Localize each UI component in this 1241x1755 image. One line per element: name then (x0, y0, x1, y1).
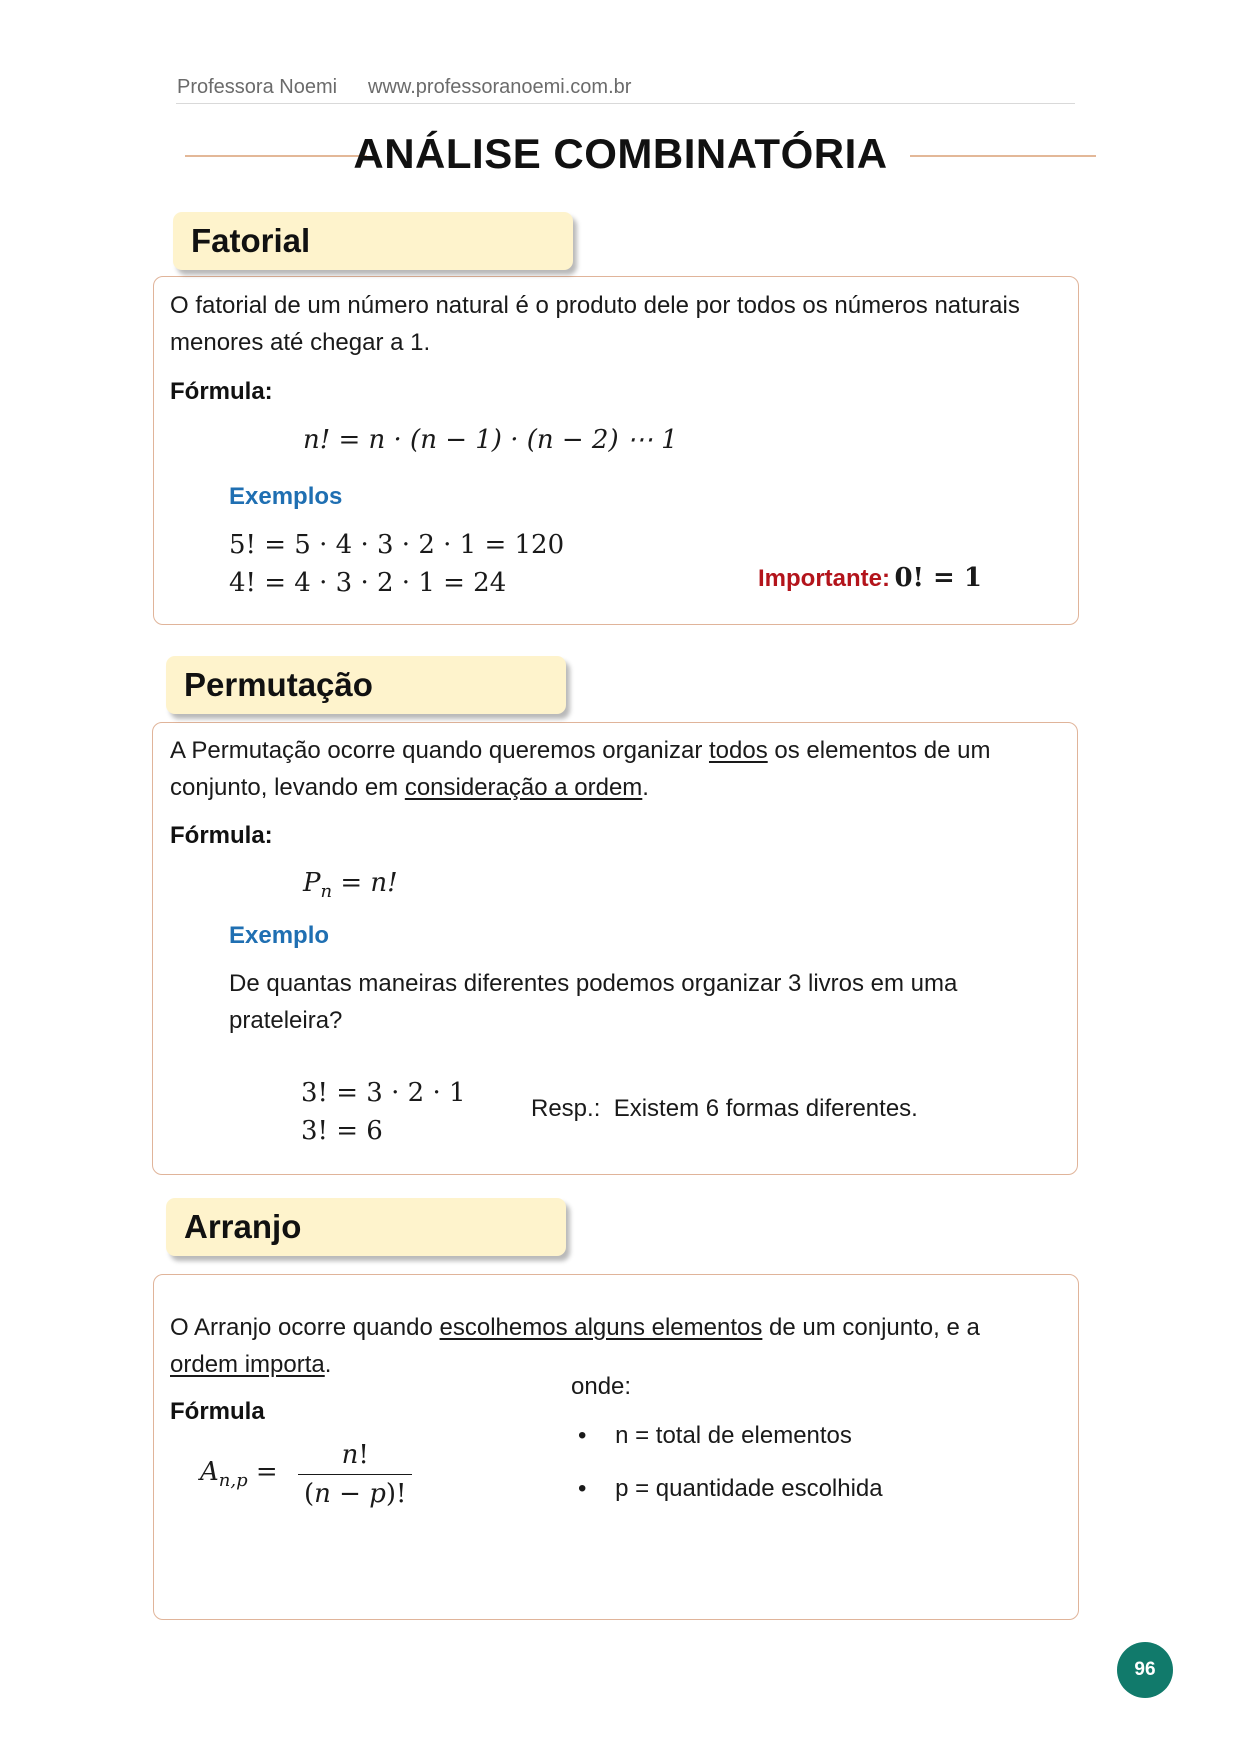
arranjo-text-1: O Arranjo ocorre quando (170, 1314, 440, 1341)
fatorial-example-1: 5! = 5 · 4 · 3 · 2 · 1 = 120 (229, 530, 565, 560)
fatorial-important (758, 563, 982, 593)
fatorial-definition: O fatorial de um número natural é o produto dele por todos os números naturais menores até chegar a 1. (170, 292, 1020, 356)
arranjo-formula-text (200, 1440, 201, 1441)
permutacao-question: De quantas maneiras diferentes podemos organizar 3 livros em uma prateleira? (229, 970, 958, 1034)
permutacao-text-3: . (642, 774, 649, 801)
bullet-dot-icon: • (578, 1475, 587, 1502)
permutacao-text-todos: todos (708, 737, 768, 764)
permutacao-text-2: os elementos de um conjunto, levando em (170, 737, 991, 801)
arranjo-formula: $A_{n,p}$ = $\frac{n!}{(n - p)!}$ (200, 1440, 412, 1509)
header-website[interactable]: www.professoranoemi.com.br (368, 76, 632, 98)
permutacao-example-label: Exemplo (229, 922, 330, 949)
page-title: ANÁLISE COMBINATÓRIA (353, 130, 888, 177)
fatorial-heading: Fatorial (173, 212, 573, 270)
arranjo-bullet-2 (578, 1470, 883, 1507)
permutacao-formula-label: Fórmula: (170, 822, 273, 849)
arranjo-text-3: . (324, 1351, 332, 1378)
arranjo-where-label: onde: (571, 1373, 632, 1400)
arranjo-bullet-2-text: p = quantidade escolhida (615, 1475, 883, 1502)
arranjo-bullet-1-text: n = total de elementos (615, 1422, 852, 1449)
arranjo-text-2: de um conjunto, e a (762, 1314, 980, 1341)
header-divider (176, 103, 1075, 104)
header-author: Professora Noemi (177, 76, 338, 98)
title-rule-right (910, 155, 1096, 157)
fatorial-example-2: 4! = 4 · 3 · 2 · 1 = 24 (229, 568, 507, 598)
arranjo-heading: Arranjo (166, 1198, 566, 1256)
fatorial-formula (303, 425, 678, 455)
fatorial-important-label: Importante: (758, 565, 890, 592)
permutacao-answer-text: Existem 6 formas diferentes. (613, 1095, 918, 1122)
fatorial-important-value: 0! = 1 (894, 563, 982, 593)
permutacao-definition (170, 732, 1050, 806)
fatorial-formula-label: Fórmula: (170, 378, 273, 405)
bullet-dot-icon: • (578, 1422, 587, 1449)
permutacao-formula-text: $P_n = n$! (303, 868, 398, 903)
arranjo-text-ordem: ordem importa (170, 1351, 325, 1378)
permutacao-calc-2: 3! = 6 (301, 1116, 383, 1146)
arranjo-bullet-1 (578, 1417, 852, 1454)
fatorial-formula-text: n! = n · (n − 1) · (n − 2) ⋯ 1 (303, 425, 678, 455)
permutacao-text-ordem: consideração a ordem (404, 774, 643, 801)
permutacao-calc-1: 3! = 3 · 2 · 1 (301, 1078, 466, 1108)
permutacao-formula (303, 868, 398, 902)
permutacao-heading: Permutação (166, 656, 566, 714)
fatorial-examples-label: Exemplos (229, 483, 343, 510)
arranjo-text-escolhemos: escolhemos alguns elementos (439, 1314, 763, 1341)
permutacao-text-1: A Permutação ocorre quando queremos organizar (170, 737, 709, 764)
permutacao-answer-label: Resp.: (531, 1095, 601, 1122)
arranjo-fraction: $\frac{n!}{(n - p)!}$ (298, 1440, 412, 1509)
permutacao-answer (531, 1090, 918, 1127)
arranjo-formula-label: Fórmula (170, 1398, 265, 1425)
page-number-badge: 96 (1117, 1642, 1173, 1698)
